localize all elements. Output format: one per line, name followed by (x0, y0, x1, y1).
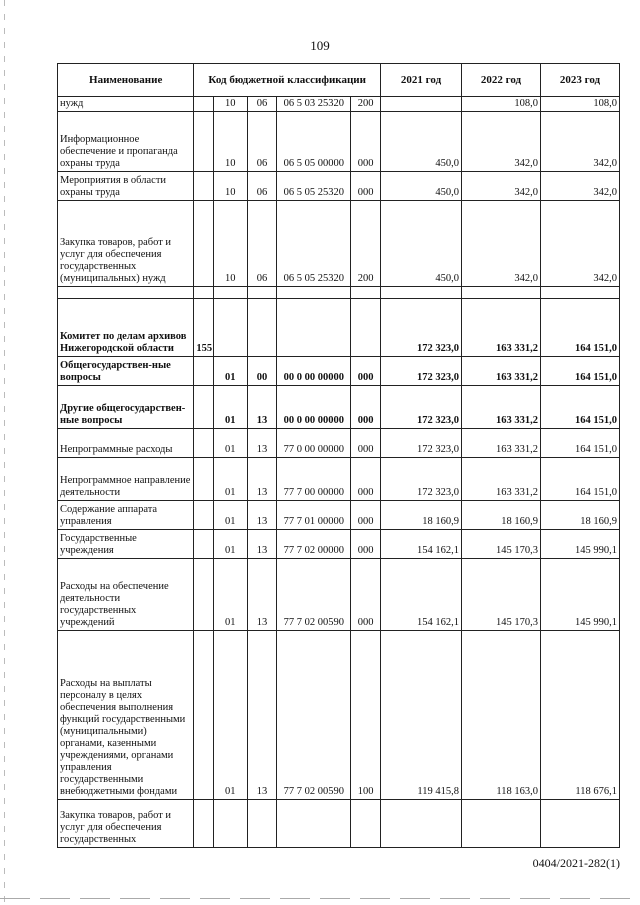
row-code-type: 000 (351, 429, 381, 458)
row-code-admin (194, 501, 213, 530)
row-code-admin (194, 287, 213, 299)
table-row (58, 201, 620, 287)
row-code-admin (194, 357, 213, 386)
row-value-2022: 163 331,2 (462, 386, 541, 429)
row-code-subsection (247, 299, 277, 357)
row-code-type: 000 (351, 501, 381, 530)
row-value-2022: 342,0 (462, 172, 541, 201)
row-code-section: 10 (213, 172, 247, 201)
row-code-subsection: 13 (247, 501, 277, 530)
row-name: Непрограммные расходы (58, 429, 194, 458)
row-code-section: 10 (213, 97, 247, 112)
table-row (58, 287, 620, 299)
row-code-admin (194, 559, 213, 631)
row-value-2023: 342,0 (540, 201, 619, 287)
row-code-target: 77 7 02 00590 (277, 631, 351, 800)
header-name: Наименование (58, 64, 194, 97)
table-row (58, 172, 620, 201)
row-code-target (277, 299, 351, 357)
row-name: Общегосударствен-ные вопросы (58, 357, 194, 386)
row-code-subsection (247, 800, 277, 848)
row-code-subsection: 00 (247, 357, 277, 386)
table-row (58, 458, 620, 501)
row-code-section: 01 (213, 501, 247, 530)
row-name: нужд (58, 97, 194, 112)
row-value-2023: 164 151,0 (540, 299, 619, 357)
row-code-subsection: 13 (247, 386, 277, 429)
document-code: 0404/2021-282(1) (532, 856, 620, 870)
row-name (58, 287, 194, 299)
row-code-section: 10 (213, 201, 247, 287)
row-code-subsection: 13 (247, 429, 277, 458)
table-row (58, 386, 620, 429)
table-row (58, 800, 620, 848)
row-code-admin (194, 800, 213, 848)
row-code-target: 77 7 00 00000 (277, 458, 351, 501)
scan-bottom-line (0, 898, 640, 899)
row-code-target: 06 5 05 25320 (277, 172, 351, 201)
row-code-target (277, 800, 351, 848)
row-value-2023: 164 151,0 (540, 357, 619, 386)
row-value-2022: 342,0 (462, 112, 541, 172)
table-row (58, 357, 620, 386)
row-code-admin (194, 97, 213, 112)
row-code-admin: 155 (194, 299, 213, 357)
table-row (58, 631, 620, 800)
row-value-2023: 164 151,0 (540, 458, 619, 501)
row-code-section: 10 (213, 112, 247, 172)
row-code-admin (194, 201, 213, 287)
row-value-2021: 172 323,0 (381, 386, 462, 429)
row-value-2023 (540, 287, 619, 299)
row-value-2023: 342,0 (540, 112, 619, 172)
row-name: Государственные учреждения (58, 530, 194, 559)
row-value-2021 (381, 800, 462, 848)
scan-margin-line (4, 0, 5, 905)
row-value-2022: 163 331,2 (462, 357, 541, 386)
row-value-2022 (462, 287, 541, 299)
row-value-2022: 145 170,3 (462, 559, 541, 631)
row-code-type: 000 (351, 357, 381, 386)
row-value-2022: 342,0 (462, 201, 541, 287)
row-code-target: 77 0 00 00000 (277, 429, 351, 458)
row-code-admin (194, 386, 213, 429)
row-code-subsection: 06 (247, 97, 277, 112)
row-name: Другие общегосударствен-ные вопросы (58, 386, 194, 429)
row-name: Информационное обеспечение и пропаганда охраны труда (58, 112, 194, 172)
table-row (58, 429, 620, 458)
row-name: Закупка товаров, работ и услуг для обеспечения государственных (58, 800, 194, 848)
row-value-2021: 172 323,0 (381, 299, 462, 357)
row-value-2023: 342,0 (540, 172, 619, 201)
row-value-2021: 18 160,9 (381, 501, 462, 530)
row-code-subsection: 13 (247, 458, 277, 501)
row-code-type: 000 (351, 530, 381, 559)
table-header-row (58, 64, 620, 97)
row-code-type (351, 800, 381, 848)
row-name: Мероприятия в области охраны труда (58, 172, 194, 201)
row-value-2021: 172 323,0 (381, 429, 462, 458)
row-value-2021: 172 323,0 (381, 357, 462, 386)
row-code-target: 77 7 02 00000 (277, 530, 351, 559)
row-code-type: 200 (351, 201, 381, 287)
row-value-2022: 108,0 (462, 97, 541, 112)
header-2022: 2022 год (462, 64, 541, 97)
row-value-2022: 118 163,0 (462, 631, 541, 800)
table-row (58, 501, 620, 530)
row-value-2021 (381, 97, 462, 112)
row-code-section: 01 (213, 357, 247, 386)
row-code-section: 01 (213, 429, 247, 458)
row-value-2021: 450,0 (381, 172, 462, 201)
row-code-subsection: 13 (247, 530, 277, 559)
row-code-section: 01 (213, 631, 247, 800)
row-value-2021: 450,0 (381, 112, 462, 172)
row-value-2022: 18 160,9 (462, 501, 541, 530)
row-value-2021 (381, 287, 462, 299)
row-code-subsection (247, 287, 277, 299)
row-value-2022: 163 331,2 (462, 299, 541, 357)
row-code-target: 06 5 05 00000 (277, 112, 351, 172)
row-value-2022: 163 331,2 (462, 458, 541, 501)
row-code-admin (194, 429, 213, 458)
budget-table (57, 63, 620, 848)
row-value-2022: 145 170,3 (462, 530, 541, 559)
header-code: Код бюджетной классификации (194, 64, 381, 97)
row-code-admin (194, 458, 213, 501)
row-value-2023: 164 151,0 (540, 429, 619, 458)
header-2021: 2021 год (381, 64, 462, 97)
row-code-subsection: 13 (247, 559, 277, 631)
row-value-2023 (540, 800, 619, 848)
row-code-section: 01 (213, 530, 247, 559)
row-code-section: 01 (213, 386, 247, 429)
row-code-type: 200 (351, 97, 381, 112)
table-row (58, 299, 620, 357)
table-row (58, 97, 620, 112)
row-code-target (277, 287, 351, 299)
row-value-2023: 108,0 (540, 97, 619, 112)
row-code-admin (194, 631, 213, 800)
row-value-2023: 18 160,9 (540, 501, 619, 530)
row-name: Содержание аппарата управления (58, 501, 194, 530)
header-2023: 2023 год (540, 64, 619, 97)
row-code-target: 00 0 00 00000 (277, 386, 351, 429)
row-value-2021: 154 162,1 (381, 559, 462, 631)
row-code-type: 100 (351, 631, 381, 800)
row-code-type: 000 (351, 172, 381, 201)
row-code-admin (194, 530, 213, 559)
row-code-section: 01 (213, 458, 247, 501)
row-value-2023: 118 676,1 (540, 631, 619, 800)
table-row (58, 559, 620, 631)
row-code-subsection: 13 (247, 631, 277, 800)
page-number: 109 (310, 38, 330, 53)
row-code-admin (194, 112, 213, 172)
row-code-type: 000 (351, 458, 381, 501)
row-code-section (213, 299, 247, 357)
row-code-target: 00 0 00 00000 (277, 357, 351, 386)
row-code-section (213, 287, 247, 299)
table-row (58, 112, 620, 172)
row-value-2021: 154 162,1 (381, 530, 462, 559)
row-code-section: 01 (213, 559, 247, 631)
table-row (58, 530, 620, 559)
row-name: Расходы на выплаты персоналу в целях обеспечения выполнения функций государственными (муниципальными) органами, казенными учреждениями, органами управления государственными внебюджетными фондами (58, 631, 194, 800)
row-code-target: 77 7 02 00590 (277, 559, 351, 631)
row-code-type: 000 (351, 559, 381, 631)
row-code-subsection: 06 (247, 172, 277, 201)
row-value-2022 (462, 800, 541, 848)
row-name: Закупка товаров, работ и услуг для обеспечения государственных (муниципальных) нужд (58, 201, 194, 287)
row-code-type: 000 (351, 112, 381, 172)
row-code-target: 06 5 05 25320 (277, 201, 351, 287)
row-name: Расходы на обеспечение деятельности государственных учреждений (58, 559, 194, 631)
row-code-type (351, 287, 381, 299)
row-code-section (213, 800, 247, 848)
row-value-2022: 163 331,2 (462, 429, 541, 458)
row-code-target: 77 7 01 00000 (277, 501, 351, 530)
row-value-2021: 172 323,0 (381, 458, 462, 501)
row-value-2021: 450,0 (381, 201, 462, 287)
row-code-subsection: 06 (247, 201, 277, 287)
row-name: Непрограммное направление деятельности (58, 458, 194, 501)
row-code-admin (194, 172, 213, 201)
row-code-type: 000 (351, 386, 381, 429)
row-name: Комитет по делам архивов Нижегородской области (58, 299, 194, 357)
row-code-subsection: 06 (247, 112, 277, 172)
row-value-2023: 164 151,0 (540, 386, 619, 429)
row-code-target: 06 5 03 25320 (277, 97, 351, 112)
row-value-2023: 145 990,1 (540, 530, 619, 559)
row-value-2023: 145 990,1 (540, 559, 619, 631)
row-value-2021: 119 415,8 (381, 631, 462, 800)
row-code-type (351, 299, 381, 357)
